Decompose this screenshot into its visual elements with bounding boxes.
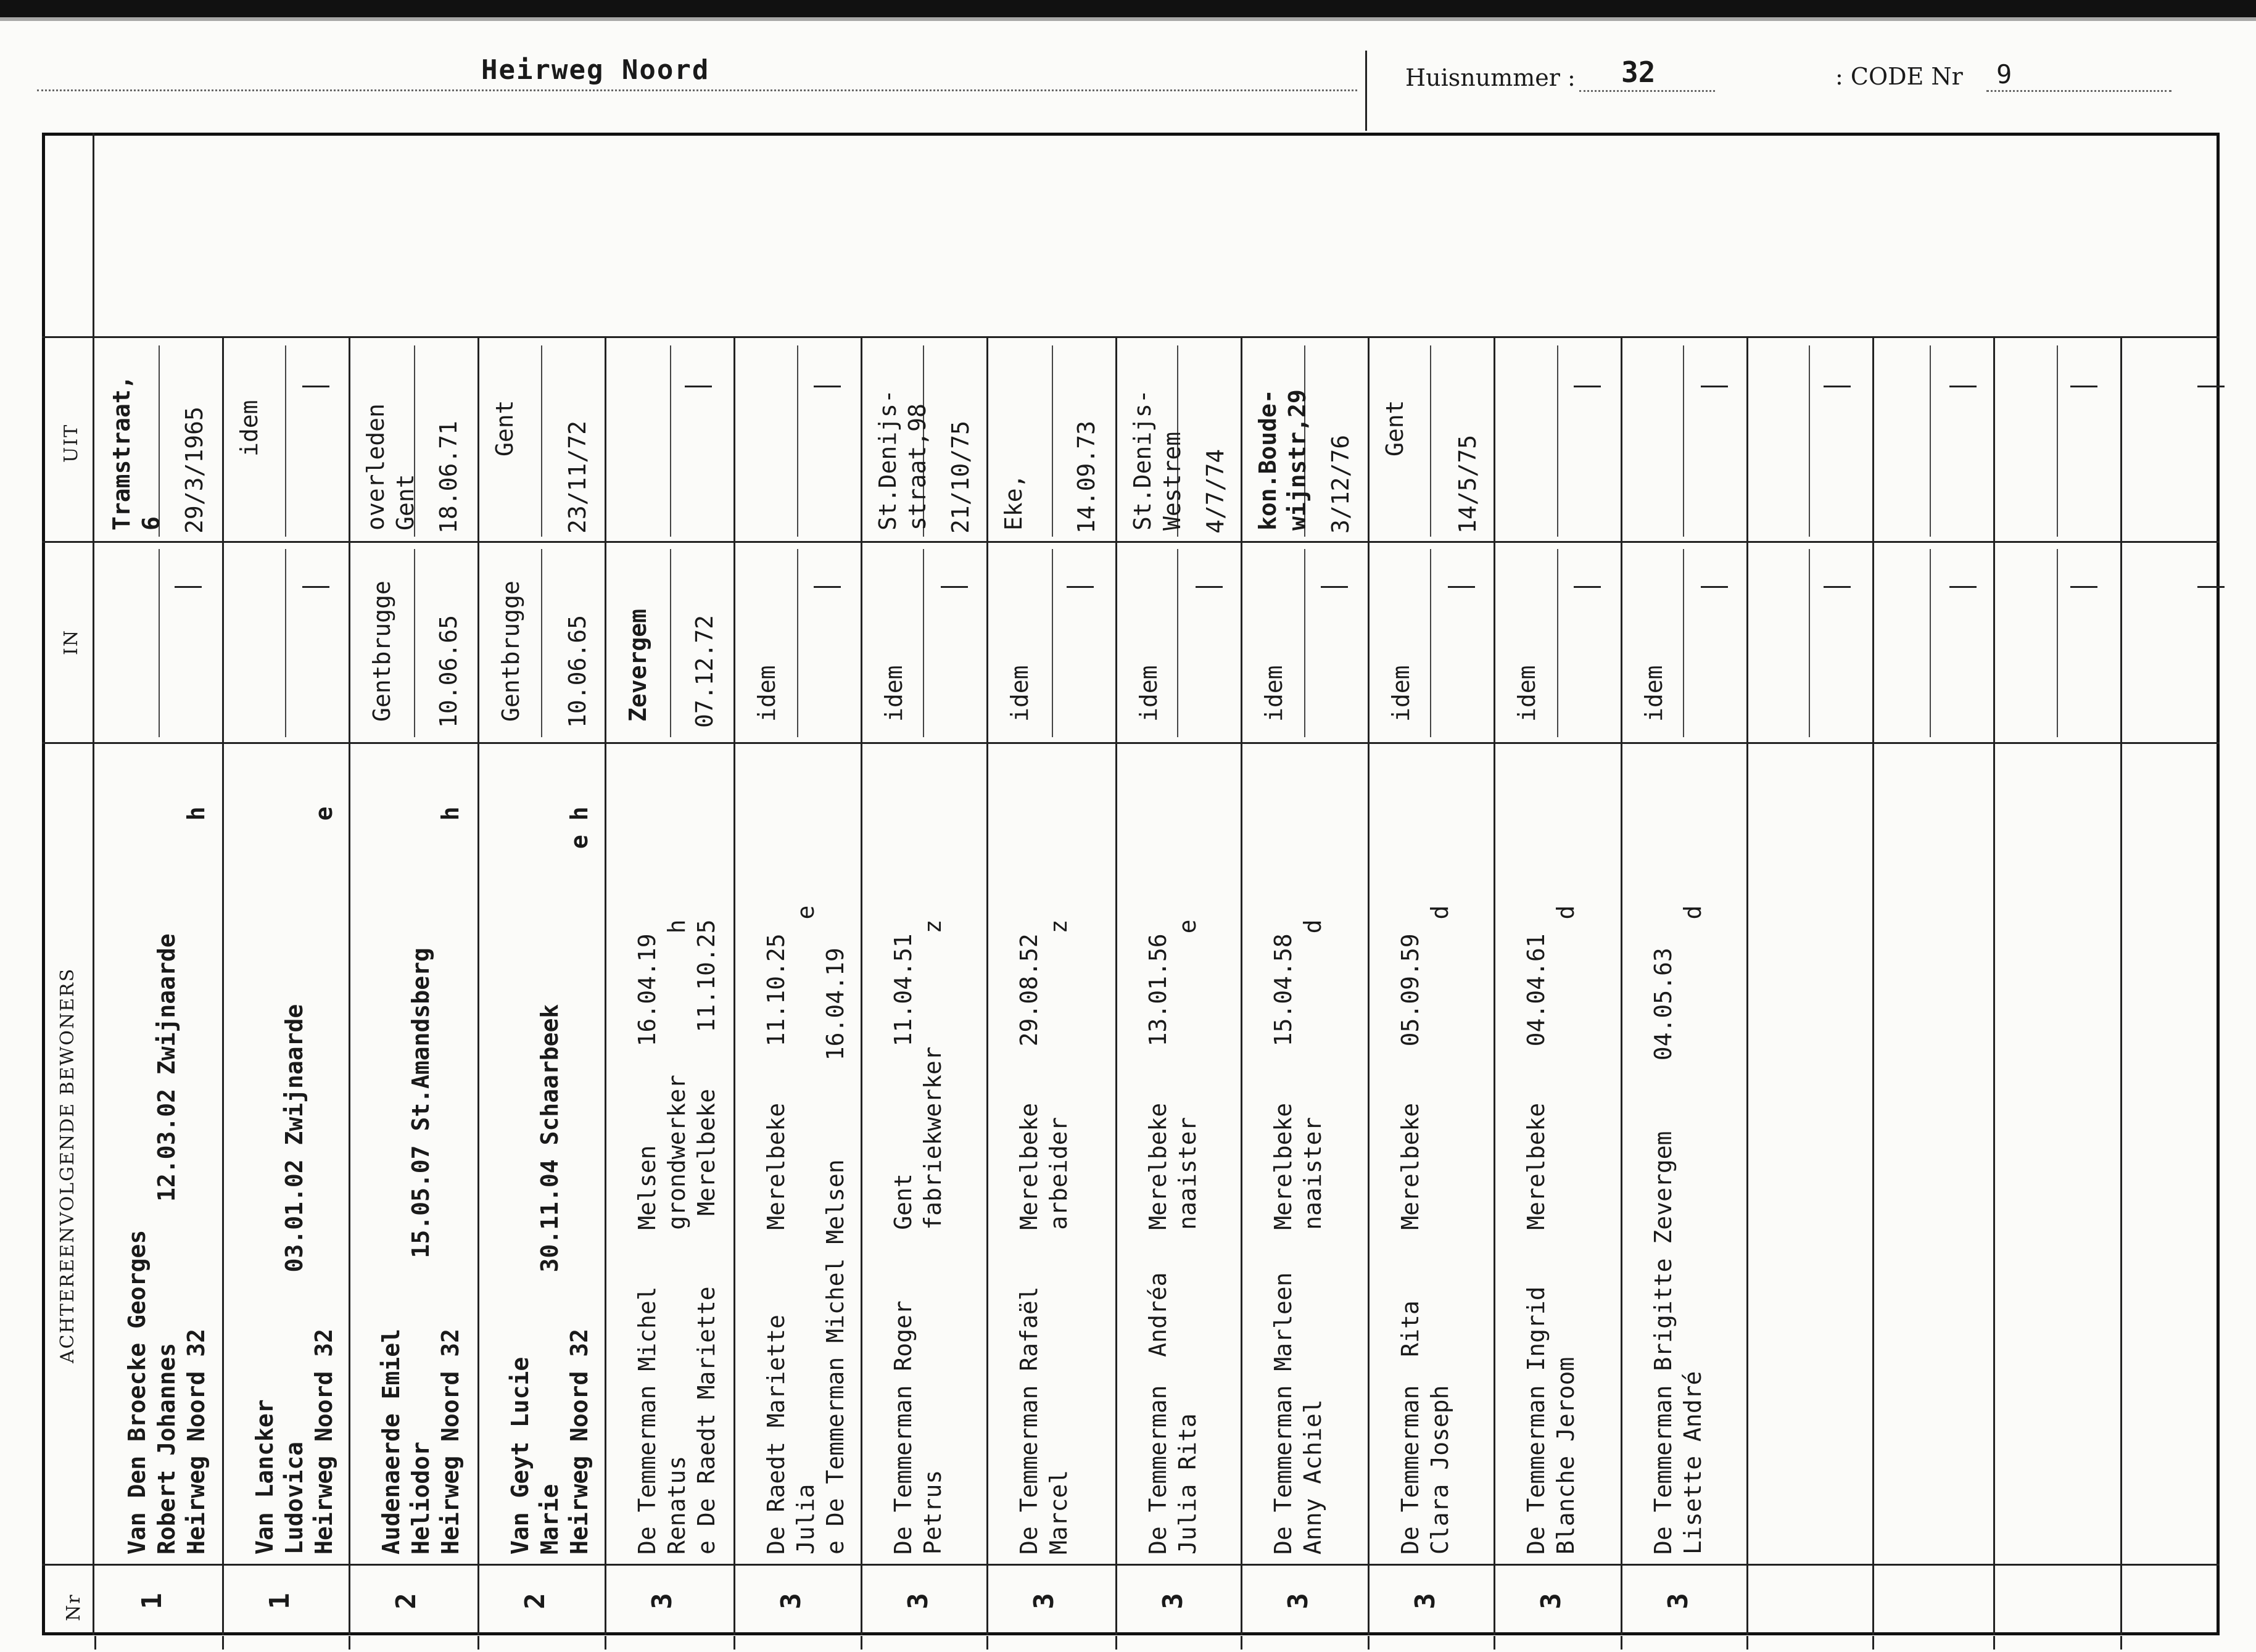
bewoner-line: Petrus fabriekwerker z xyxy=(919,919,946,1555)
in-date-empty xyxy=(1574,586,1601,588)
bewoner-line: Lisette André d xyxy=(1679,905,1706,1555)
column-divider xyxy=(1621,336,1622,1635)
in-place xyxy=(1639,665,1669,722)
bewoner-entry xyxy=(888,919,948,1555)
uit-date: 4/7/74 xyxy=(1202,448,1229,534)
row-number: 1 xyxy=(263,1593,295,1609)
in-subdivider xyxy=(285,549,286,737)
bottom-tick xyxy=(1494,1636,1495,1650)
uit-subdivider xyxy=(670,345,671,537)
uit-date-empty xyxy=(814,386,841,387)
uit-date: 3/12/76 xyxy=(1327,434,1354,534)
empty-mark xyxy=(1949,586,1977,588)
in-place-line: idem xyxy=(753,665,780,722)
bottom-tick xyxy=(349,1636,350,1650)
huisnummer-label: Huisnummer : xyxy=(1405,64,1576,91)
bewoner-line: Marie 30.11.04 Schaarbeek xyxy=(536,1004,563,1555)
in-place xyxy=(1005,665,1035,722)
bewoner-line: De Temmerman Marleen Merelbeke 15.04.58 xyxy=(1270,933,1297,1555)
uit-date: 23/11/72 xyxy=(564,420,591,534)
bewoner-line: Ludovica 03.01.02 Zwijnaarde xyxy=(281,1004,308,1555)
row-number: 3 xyxy=(1028,1593,1060,1609)
uit-subdivider xyxy=(1683,345,1684,537)
row-number: 3 xyxy=(1662,1593,1694,1609)
in-subdivider xyxy=(414,549,415,737)
uit-place xyxy=(873,389,932,531)
uit-place xyxy=(234,400,264,456)
bewoners-nr-divider xyxy=(42,1564,2220,1566)
row-number: 3 xyxy=(1282,1593,1314,1609)
in-place-line: idem xyxy=(1135,665,1162,722)
uit-place-line: Gent xyxy=(491,400,518,456)
in-place xyxy=(752,665,782,722)
in-date-empty xyxy=(814,586,841,588)
column-divider xyxy=(1241,336,1242,1635)
bottom-tick xyxy=(605,1636,606,1650)
in-subdivider xyxy=(1930,549,1931,737)
in-label: IN xyxy=(60,629,82,655)
bewoner-line: De Temmerman Rafaël Merelbeke 29.08.52 xyxy=(1015,933,1043,1555)
in-place-line: Gentbrugge xyxy=(497,580,524,722)
in-place xyxy=(496,580,526,722)
uit-place-line: St.Denijs- xyxy=(874,389,901,531)
bottom-tick xyxy=(1993,1636,1995,1650)
uit-subdivider xyxy=(1557,345,1558,537)
bewoner-line: e De Raedt Mariette Merelbeke 11.10.25 xyxy=(693,919,720,1555)
in-place-line: idem xyxy=(1640,665,1667,722)
in-subdivider xyxy=(2057,549,2058,737)
row-number: 3 xyxy=(775,1593,807,1609)
bottom-tick xyxy=(1872,1636,1874,1650)
bewoner-line: Renatus grondwerker h xyxy=(663,919,690,1555)
in-subdivider xyxy=(1177,549,1178,737)
uit-place xyxy=(107,375,166,531)
bewoner-line: De Temmerman Ingrid Merelbeke 04.04.61 xyxy=(1523,933,1550,1555)
uit-place-line: Gent xyxy=(1381,400,1408,456)
bewoners-label: ACHTEREENVOLGENDE BEWONERS xyxy=(57,967,78,1363)
row-number: 2 xyxy=(519,1593,551,1609)
uit-subdivider xyxy=(285,345,286,537)
column-divider xyxy=(605,336,606,1635)
bewoner-line: Anny Achiel naaister d xyxy=(1299,919,1326,1555)
bottom-tick xyxy=(1241,1636,1242,1650)
bottom-tick xyxy=(1621,1636,1622,1650)
in-place xyxy=(879,665,909,722)
uit-place xyxy=(361,403,420,531)
row-number: 3 xyxy=(1157,1593,1189,1609)
uit-in-divider xyxy=(42,541,2220,543)
in-bewoners-divider xyxy=(42,742,2220,744)
in-place-line: idem xyxy=(880,665,907,722)
bottom-tick xyxy=(94,1636,96,1650)
row-number: 3 xyxy=(1409,1593,1441,1609)
column-divider xyxy=(477,336,479,1635)
bewoner-line: Heliodor 15.05.07 St.Amandsberg xyxy=(407,948,434,1555)
bewoner-line: Heirweg Noord 32 h xyxy=(437,806,464,1555)
uit-place xyxy=(490,400,519,456)
uit-place-line: wijnstr,29 xyxy=(1284,389,1311,531)
in-place xyxy=(1259,665,1289,722)
in-place xyxy=(623,609,653,722)
uit-subdivider xyxy=(1809,345,1810,537)
in-date-empty xyxy=(302,586,329,588)
in-place-line: idem xyxy=(1260,665,1287,722)
in-date: 10.06.65 xyxy=(564,614,591,728)
top-border-shadow xyxy=(0,17,2256,21)
column-divider xyxy=(1872,336,1874,1635)
in-subdivider xyxy=(1683,549,1684,737)
uit-date-empty xyxy=(302,386,329,387)
bottom-tick xyxy=(477,1636,479,1650)
uit-date: 14/5/75 xyxy=(1454,434,1481,534)
uit-subdivider xyxy=(1430,345,1431,537)
bewoner-line: Clara Joseph d xyxy=(1426,905,1453,1555)
column-divider xyxy=(986,336,988,1635)
bewoner-line: Van Lancker xyxy=(251,1399,278,1555)
uit-place-line: St.Denijs- xyxy=(1129,389,1156,531)
in-subdivider xyxy=(1430,549,1431,737)
uit-place-line: kon.Boude- xyxy=(1254,389,1281,531)
huisnummer-dotline xyxy=(1579,90,1715,92)
bewoner-line: Heirweg Noord 32 h xyxy=(183,806,210,1555)
uit-place xyxy=(999,474,1028,531)
bewoner-entry xyxy=(122,806,211,1555)
in-date-empty xyxy=(175,586,202,588)
in-subdivider xyxy=(1809,549,1810,737)
bottom-tick xyxy=(222,1636,224,1650)
in-date-empty xyxy=(1067,586,1094,588)
in-subdivider xyxy=(541,549,542,737)
bewoner-line: De Raedt Mariette Merelbeke 11.10.25 xyxy=(762,933,790,1555)
uit-subdivider xyxy=(1052,345,1053,537)
bewoner-line: Heirweg Noord 32 e h xyxy=(566,806,593,1555)
street-name: Heirweg Noord xyxy=(481,54,710,86)
column-divider xyxy=(1494,336,1495,1635)
empty-mark xyxy=(2070,586,2097,588)
uit-place-line: Eke, xyxy=(1000,474,1027,531)
bewoner-entry xyxy=(632,919,721,1555)
in-place-line: Zevergem xyxy=(624,608,651,722)
empty-mark xyxy=(2197,586,2225,588)
bewoner-entry xyxy=(1521,906,1580,1555)
bewoner-line: De Temmerman Brigitte Zevergem 04.05.63 xyxy=(1650,948,1677,1555)
in-subdivider xyxy=(159,549,160,737)
column-divider xyxy=(349,336,350,1635)
huisnummer-value: 32 xyxy=(1621,56,1656,89)
uit-date: 18.06.71 xyxy=(435,420,462,534)
empty-mark xyxy=(2070,386,2097,387)
column-divider xyxy=(1993,336,1995,1635)
bewoner-entry xyxy=(376,806,465,1555)
column-divider xyxy=(861,336,862,1635)
bewoner-entry xyxy=(1648,906,1708,1555)
code-label: : CODE Nr xyxy=(1835,63,1963,90)
column-divider xyxy=(1115,336,1117,1635)
uit-place xyxy=(1380,400,1410,456)
column-divider xyxy=(1368,336,1370,1635)
uit-subdivider xyxy=(541,345,542,537)
bewoner-entry xyxy=(1268,919,1328,1555)
uit-place xyxy=(1128,389,1187,531)
row-number: 3 xyxy=(902,1593,934,1609)
in-date-empty xyxy=(1321,586,1348,588)
in-subdivider xyxy=(797,549,798,737)
in-place-line: idem xyxy=(1513,665,1540,722)
bottom-tick xyxy=(2120,1636,2122,1650)
bewoner-line: De Temmerman Michel Melsen 16.04.19 xyxy=(634,933,661,1555)
in-date-empty xyxy=(941,586,968,588)
uit-subdivider xyxy=(1930,345,1931,537)
in-date: 10.06.65 xyxy=(435,614,462,728)
row-number: 2 xyxy=(390,1593,422,1609)
label-column-divider xyxy=(93,133,94,1635)
bewoner-line: Julia Rita naaister e xyxy=(1174,919,1201,1555)
top-border xyxy=(0,0,2256,17)
street-dotline xyxy=(37,89,1357,91)
bewoner-entry xyxy=(1395,906,1455,1555)
uit-date-empty xyxy=(1574,386,1601,387)
bewoner-entry xyxy=(250,806,339,1555)
column-divider xyxy=(733,336,735,1635)
in-place-line: Gentbrugge xyxy=(368,580,395,722)
in-date-empty xyxy=(1448,586,1475,588)
bottom-tick xyxy=(1368,1636,1370,1650)
uit-subdivider xyxy=(2057,345,2058,537)
row-number: 3 xyxy=(646,1593,678,1609)
in-subdivider xyxy=(923,549,924,737)
uit-place-line: Tramstraat, xyxy=(108,375,135,531)
bewoner-line: Julia e xyxy=(792,905,819,1555)
in-place xyxy=(1512,665,1542,722)
bewoner-entry xyxy=(1014,919,1073,1555)
in-place-line: idem xyxy=(1006,665,1033,722)
uit-date: 21/10/75 xyxy=(947,420,974,534)
empty-mark xyxy=(1824,586,1851,588)
bewoner-line: Van Geyt Lucie xyxy=(506,1357,534,1555)
column-divider xyxy=(222,336,224,1635)
uit-label: UIT xyxy=(60,423,82,463)
bewoner-line: De Temmerman Rita Merelbeke 05.09.59 xyxy=(1397,933,1424,1555)
uit-date: 14.09.73 xyxy=(1073,420,1100,534)
nr-label: Nr xyxy=(63,1593,85,1621)
uit-date-empty xyxy=(1701,386,1728,387)
in-place-line: idem xyxy=(1387,665,1415,722)
in-subdivider xyxy=(1052,549,1053,737)
in-place xyxy=(1386,665,1416,722)
register-frame xyxy=(42,133,2220,1635)
code-value: 9 xyxy=(1996,59,2012,89)
code-dotline xyxy=(1986,90,2171,92)
header-separator xyxy=(1365,51,1367,131)
in-subdivider xyxy=(670,549,671,737)
bewoner-line: Audenaerde Emiel xyxy=(378,1328,405,1555)
uit-place xyxy=(1253,389,1312,531)
uit-place-line: overleden xyxy=(362,403,389,531)
row-number: 1 xyxy=(136,1593,168,1609)
in-date: 07.12.72 xyxy=(691,614,718,728)
empty-mark xyxy=(1824,386,1851,387)
uit-place-line: straat,98 xyxy=(904,403,931,531)
bewoner-entry xyxy=(505,806,594,1555)
bewoner-line: Van Den Broecke Georges xyxy=(123,1229,151,1555)
row-number: 3 xyxy=(1535,1593,1567,1609)
column-divider xyxy=(1746,336,1748,1635)
bewoner-line: De Temmerman Andréa Merelbeke 13.01.56 xyxy=(1144,933,1171,1555)
bewoner-line: Robert Johannes 12.03.02 Zwijnaarde xyxy=(153,933,180,1555)
uit-place-line: 6 xyxy=(138,516,165,531)
bottom-tick xyxy=(861,1636,862,1650)
empty-mark xyxy=(2197,386,2225,387)
bewoner-line: Blanche Jeroom d xyxy=(1552,905,1579,1555)
bewoner-line: Heirweg Noord 32 e xyxy=(310,806,337,1555)
bottom-tick xyxy=(1746,1636,1748,1650)
uit-place-line: Gent xyxy=(392,474,419,531)
bottom-tick xyxy=(1115,1636,1117,1650)
uit-date-empty xyxy=(685,386,712,387)
in-place xyxy=(1134,665,1163,722)
uit-place-line: idem xyxy=(236,400,263,456)
bewoner-entry xyxy=(761,906,850,1555)
in-date-empty xyxy=(1701,586,1728,588)
bewoner-line: e De Temmerman Michel Melsen 16.04.19 xyxy=(822,948,849,1555)
uit-top-divider xyxy=(42,336,2220,338)
bewoner-line: De Temmerman Roger Gent 11.04.51 xyxy=(890,933,917,1555)
uit-date: 29/3/1965 xyxy=(181,407,208,534)
in-subdivider xyxy=(1557,549,1558,737)
empty-mark xyxy=(1949,386,1977,387)
bottom-tick xyxy=(986,1636,988,1650)
bewoner-entry xyxy=(1143,919,1202,1555)
column-divider xyxy=(2120,336,2122,1635)
in-date-empty xyxy=(1196,586,1223,588)
uit-place-line: Westrem xyxy=(1159,431,1186,531)
bewoner-line: Marcel arbeider z xyxy=(1045,919,1072,1555)
uit-subdivider xyxy=(797,345,798,537)
bottom-tick xyxy=(733,1636,735,1650)
in-place xyxy=(367,580,397,722)
in-subdivider xyxy=(1304,549,1305,737)
